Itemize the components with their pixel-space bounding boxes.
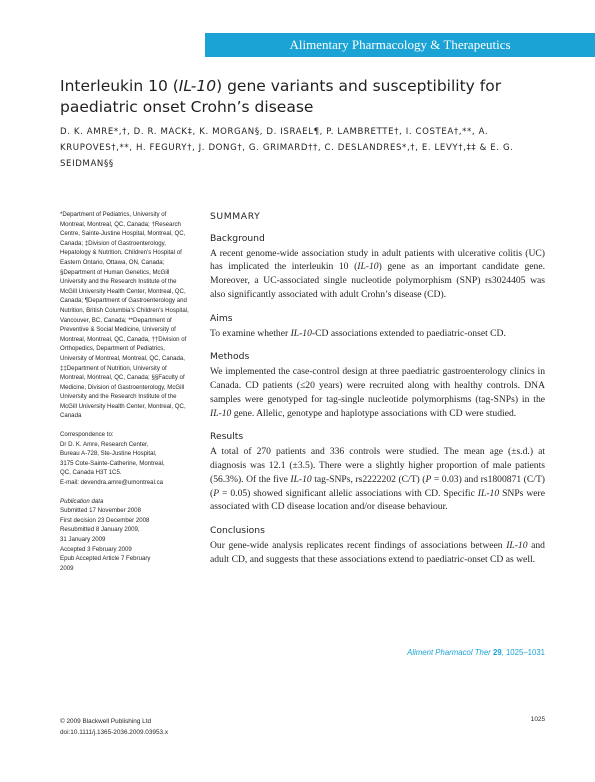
methods-heading: Methods bbox=[210, 351, 250, 363]
sidebar-info bbox=[60, 210, 190, 582]
background-text: A recent genome-wide association study in adult patients with ulcerative colitis (UC) has implicated the interleukin 10 (IL-10) gene as an important candidate gene. Moreover, a UC-associated single nucleotide polymorphism (SNP) rs3024405 was also significantly associated with adult Crohn’s disease (CD). bbox=[210, 247, 546, 300]
results-text: A total of 270 patients and 336 controls were studied. The mean age (±s.d.) at diagnosis was 12.1 (±3.5). There were a slightly higher proportion of male patients (56.3%). Of the five IL-10 tag-SNPs, rs2222202 (C/T) (P = 0.03) and rs1800871 (C/T) (P = 0.05) showed significant allelic associations with CD. Specific IL-10 SNPs were associated with CD disease location and/or disease behaviour. bbox=[210, 446, 545, 513]
author-list: D. K. AMRE*,†, D. R. MACK‡, K. MORGAN§, D. ISRAEL¶, P. LAMBRETTE†, I. COSTEA†,**, A. KRUPOVES†,**, H. FEGURY†, J. DONG†, G. GRIMARD††, C. DESLANDRES*,†, E. LEVY†,‡‡ & E. G. SEIDMAN§§ bbox=[60, 127, 514, 169]
correspondence bbox=[60, 430, 190, 488]
correspondence-line: 3175 Cote-Sainte-Catherine, Montreal, bbox=[60, 459, 165, 467]
copyright: © 2009 Blackwell Publishing Ltd bbox=[60, 718, 152, 725]
aims-text: To examine whether IL-10-CD associations extended to paediatric-onset CD. bbox=[210, 327, 506, 339]
article-title: Interleukin 10 (IL-10) gene variants and susceptibility for paediatric onset Crohn’s disease bbox=[60, 77, 502, 116]
publication-line: First decision 23 December 2008 bbox=[60, 516, 150, 524]
affiliations: *Department of Pediatrics, University of Montreal, Montreal, QC, Canada; †Research Centre, Sainte-Justine Hospital, Montreal, QC, Canada; ‡Division of Gastroenterology, Hepatology & Nutrition, Children’s Hospital of Eastern Ontario, Ottawa, ON, Canada; §Department of Human Genetics, McGill University and the Research Institute of the McGill University Health Center, Montreal, QC, Canada; ¶Department of Gastroenterology and Nutrition, British Columbia’s Children’s Hospital, Vancouver, BC, Canada; **Department of Preventive & Social Medicine, University of Montreal, Montreal, QC, Canada, ††Division of Orthopedics, Department of Pediatrics, University of Montreal, Montreal, QC, Canada, ‡‡Department of Nutrition, University of Montreal, Montreal, QC, Canada; §§Faculty of Medicine, Division of Gastroenterology, McGill University and the Research Institute of the McGill University Health Center, Montreal, QC, Canada bbox=[60, 211, 189, 420]
correspondence-email[interactable]: E-mail: devendra.amre@umontreal.ca bbox=[60, 479, 164, 487]
footer bbox=[60, 716, 360, 738]
journal-name: Alimentary Pharmacology & Therapeutics bbox=[289, 37, 511, 52]
correspondence-line: Bureau A-728, Ste-Justine Hospital, bbox=[60, 450, 157, 458]
summary-heading: SUMMARY bbox=[210, 211, 261, 222]
publication-data bbox=[60, 497, 190, 574]
publication-heading: Publication data bbox=[60, 497, 104, 505]
journal-banner bbox=[205, 33, 595, 57]
doi-link[interactable]: doi:10.1111/j.1365-2036.2009.03953.x bbox=[60, 729, 169, 736]
publication-line: Resubmitted 8 January 2009, bbox=[60, 526, 140, 534]
publication-line: 31 January 2009 bbox=[60, 536, 106, 543]
conclusions-heading: Conclusions bbox=[210, 525, 265, 537]
citation: Aliment Pharmacol Ther 29, 1025–1031 bbox=[407, 648, 545, 657]
page-number: 1025 bbox=[530, 716, 545, 723]
methods-text: We implemented the case-control design at three paediatric gastroenterology clinics in Canada. CD patients (≤20 years) were recruited along with healthy controls. DNA samples were genotyped for tag-single nucleotide polymorphisms (tag-SNPs) in the IL-10 gene. Allelic, genotype and haplotype associations with CD were studied. bbox=[210, 366, 545, 419]
publication-line: Accepted 3 February 2009 bbox=[60, 545, 132, 553]
publication-line: Submitted 17 November 2008 bbox=[60, 507, 141, 515]
correspondence-heading: Correspondence to: bbox=[60, 431, 114, 439]
summary-section bbox=[210, 210, 545, 567]
correspondence-line: QC, Canada H3T 1C5. bbox=[60, 469, 122, 477]
publication-line: Epub Accepted Article 7 February bbox=[60, 555, 151, 563]
results-heading: Results bbox=[210, 431, 244, 443]
conclusions-text: Our gene-wide analysis replicates recent findings of associations between IL-10 and adult CD, and suggests that these associations extend to paediatric-onset CD as well. bbox=[210, 539, 545, 565]
correspondence-line: Dr D. K. Amre, Research Center, bbox=[60, 440, 149, 448]
aims-heading: Aims bbox=[210, 312, 233, 324]
publication-line: 2009 bbox=[60, 564, 74, 572]
background-heading: Background bbox=[210, 232, 265, 244]
